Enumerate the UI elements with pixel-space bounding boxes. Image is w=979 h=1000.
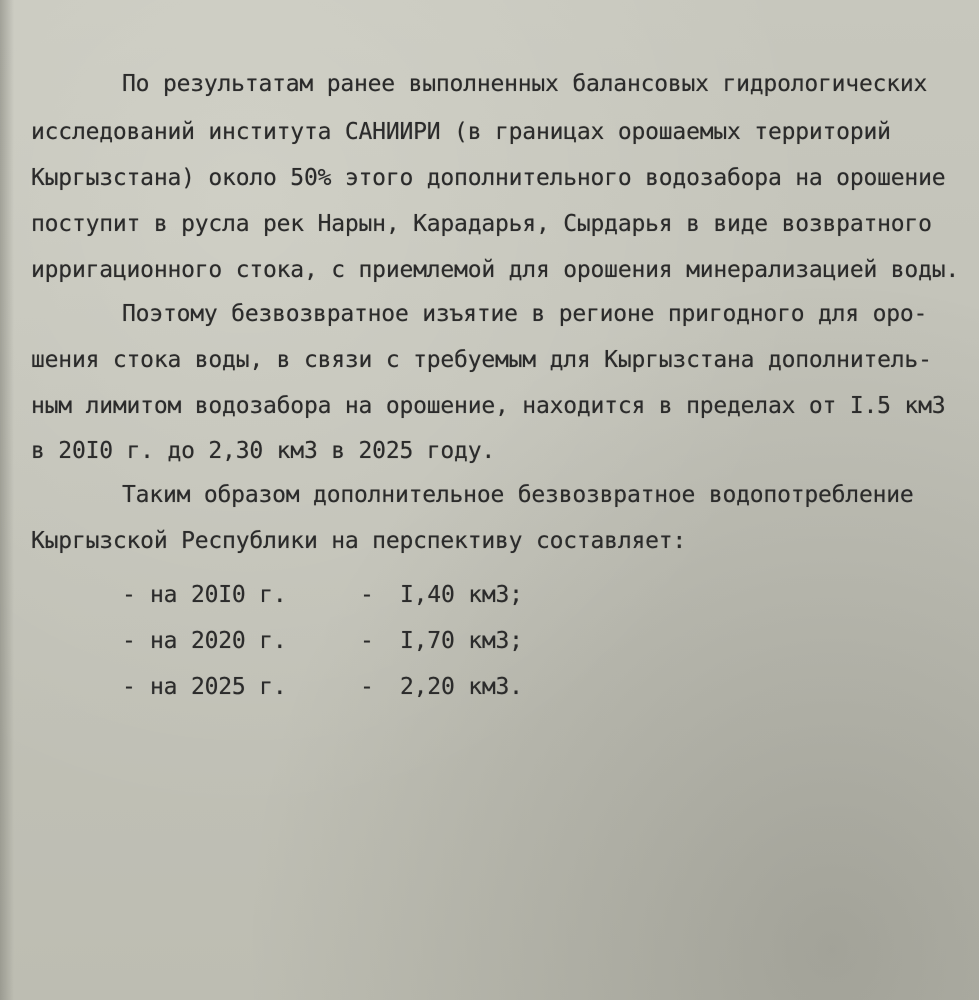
list-item [0, 674, 523, 814]
list-separator: - [360, 674, 374, 700]
list-dash: - [122, 674, 136, 700]
list-separator: - [360, 582, 374, 608]
list-dash: - [122, 582, 136, 608]
paragraph-1-line-4: поступит в русла рек Нарын, Карадарья, Сырдарья в виде возвратного [31, 211, 932, 237]
paragraph-2-line-4: в 20I0 г. до 2,30 км3 в 2025 году. [31, 438, 496, 464]
list-dash: - [122, 628, 136, 654]
paragraph-1-line-3: Кыргызстана) около 50% этого дополнительного водозабора на орошение [31, 165, 946, 191]
paragraph-1-line-5: ирригационного стока, с приемлемой для орошения минерализацией воды. [31, 257, 960, 283]
paragraph-2-line-3: ным лимитом водозабора на орошение, находится в пределах от I.5 км3 [31, 393, 946, 419]
paragraph-1-line-2: исследований института САНИИРИ (в границах орошаемых территорий [31, 119, 891, 145]
list-value: 2,20 км3. [400, 674, 523, 700]
list-value: I,40 км3; [400, 582, 523, 608]
list-separator: - [360, 628, 374, 654]
list-value: I,70 км3; [400, 628, 523, 654]
paragraph-3-line-1: Таким образом дополнительное безвозвратное водопотребление [122, 482, 914, 508]
list-year: на 20I0 г. [150, 582, 287, 608]
paragraph-2-line-1: Поэтому безвозвратное изъятие в регионе пригодного для оро- [122, 301, 928, 327]
paragraph-2-line-2: шения стока воды, в связи с требуемым для Кыргызстана дополнитель- [31, 347, 932, 373]
list-year: на 2025 г. [150, 674, 287, 700]
list-year: на 2020 г. [150, 628, 287, 654]
paragraph-1-line-1: По результатам ранее выполненных балансовых гидрологических [122, 71, 928, 97]
paragraph-3-line-2: Кыргызской Республики на перспективу составляет: [31, 528, 687, 554]
